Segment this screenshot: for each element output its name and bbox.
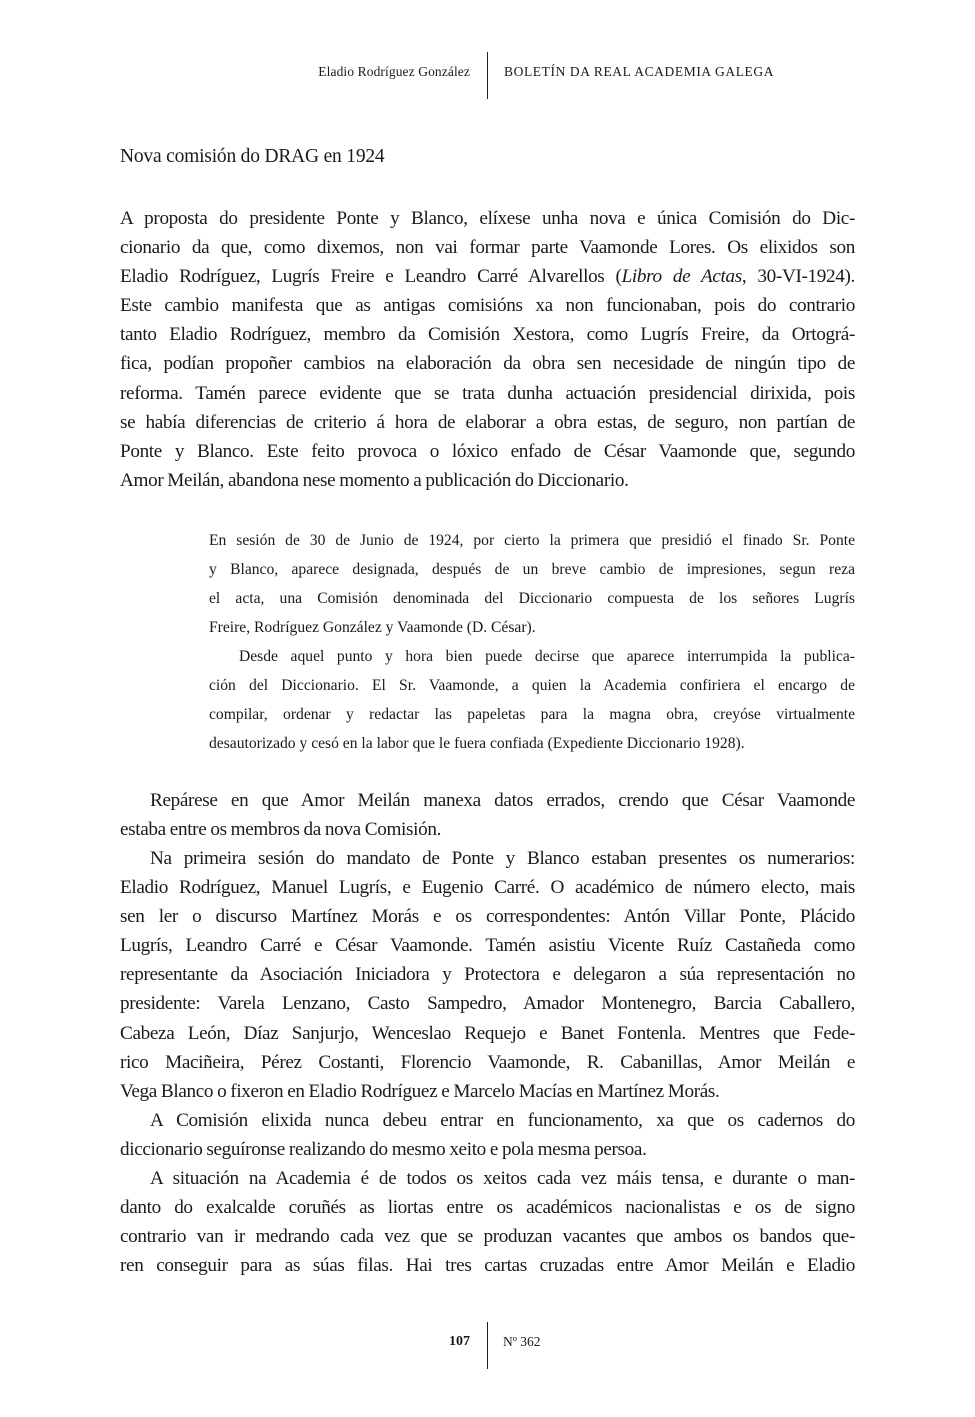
paragraph-2	[120, 786, 855, 844]
paragraph-line-citation	[120, 262, 855, 291]
paragraph-line: Eladio Rodríguez, Manuel Lugrís, e Eugenio Carré. O académico de número electo, mais	[120, 877, 855, 899]
footer-divider	[487, 1322, 488, 1369]
paragraph-4	[120, 1106, 855, 1164]
quote-line: desautorizado y cesó en la labor que le fuera confiada (Expediente Diccionario 1928).	[209, 735, 745, 752]
paragraph-line: Repárese en que Amor Meilán manexa datos errados, crendo que César Vaamonde	[150, 790, 855, 811]
paragraph-1	[120, 204, 855, 495]
paragraph-5	[120, 1164, 855, 1280]
paragraph-line: contrario van ir medrando cada vez que se produzan vacantes que ambos os bandos que-	[120, 1226, 855, 1248]
paragraph-line: fica, podían propoñer cambios na elaboración da obra sen necesidade de ningún tipo de	[120, 353, 855, 375]
running-head	[0, 52, 975, 100]
paragraph-line: se había diferencias de criterio á hora de elaborar a obra estas, de seguro, non partían de	[120, 411, 855, 433]
paragraph-line: Na primeira sesión do mandato de Ponte y Blanco estaban presentes os numerarios:	[150, 848, 855, 869]
citation-prefix: Eladio Rodríguez, Lugrís Freire e Leandro Carré Alvarellos (	[120, 266, 622, 288]
paragraph-line: rico Maciñeira, Pérez Costanti, Florencio Vaamonde, R. Cabanillas, Amor Meilán e	[120, 1051, 855, 1073]
quote-line: Freire, Rodríguez González y Vaamonde (D. César).	[209, 619, 536, 636]
quote-line: En sesión de 30 de Junio de 1924, por cierto la primera que presidió el finado Sr. Ponte	[209, 532, 855, 549]
paragraph-line: cionario da que, como dixemos, non vai formar parte Vaamonde Lores. Os elixidos son	[120, 237, 855, 259]
paragraph-line: Ponte y Blanco. Este feito provoca o lóxico enfado de César Vaamonde que, segundo	[120, 440, 855, 462]
section-title: Nova comisión do DRAG en 1924	[120, 146, 385, 167]
running-head-divider	[487, 52, 488, 99]
paragraph-line: A Comisión elixida nunca debeu entrar en funcionamento, xa que os cadernos do	[150, 1110, 855, 1131]
paragraph-line: Cabeza León, Díaz Sanjurjo, Wenceslao Requejo e Banet Fontenla. Mentres que Fede-	[120, 1022, 855, 1044]
running-head-author: Eladio Rodríguez González	[318, 64, 470, 79]
paragraph-line: reforma. Tamén parece evidente que se trata dunha actuación presidencial dirixida, pois	[120, 382, 855, 404]
paragraph-line: ren conseguir para as súas filas. Hai tres cartas cruzadas entre Amor Meilán e Eladio	[120, 1255, 855, 1277]
paragraph-line: sen ler o discurso Martínez Morás e os correspondentes: Antón Villar Ponte, Plácido	[120, 906, 855, 928]
citation-date: , 30-VI-1924).	[741, 266, 856, 288]
running-head-journal: BOLETÍN DA REAL ACADEMIA GALEGA	[504, 64, 775, 79]
paragraph-line: tanto Eladio Rodríguez, membro da Comisión Xestora, como Lugrís Freire, da Ortográ-	[120, 324, 855, 346]
issue-number: Nº 362	[503, 1334, 541, 1349]
quote-line: el acta, una Comisión denominada del Diccionario compuesta de los señores Lugrís	[209, 590, 855, 607]
paragraph-line: Vega Blanco o fixeron en Eladio Rodríguez e Marcelo Macías en Martínez Morás.	[120, 1080, 720, 1102]
paragraph-line: Lugrís, Leandro Carré e César Vaamonde. Tamén asistiu Vicente Ruíz Castañeda como	[120, 935, 855, 957]
paragraph-line: presidente: Varela Lenzano, Casto Sampedro, Amador Montenegro, Barcia Caballero,	[120, 993, 855, 1015]
quote-line: compilar, ordenar y redactar las papeletas para la magna obra, creyóse virtualmente	[209, 706, 855, 723]
page-number: 107	[449, 1334, 470, 1349]
paragraph-line: representante da Asociación Iniciadora y Protectora e delegaron a súa representación no	[120, 964, 855, 986]
quote-line: Desde aquel punto y hora bien puede decirse que aparece interrumpida la publica-	[239, 648, 855, 665]
paragraph-line: A proposta do presidente Ponte y Blanco, elíxese unha nova e única Comisión do Dic-	[120, 208, 855, 229]
paragraph-line: danto do exalcalde coruñés as liortas entre os académicos nacionalistas e os de signo	[120, 1197, 855, 1219]
paragraph-line: Amor Meilán, abandona nese momento a publicación do Diccionario.	[120, 469, 629, 491]
paragraph-3	[120, 844, 855, 1106]
block-quote	[209, 526, 855, 758]
quote-line: ción del Diccionario. El Sr. Vaamonde, a quien la Academia confiriera el encargo de	[209, 677, 855, 694]
paragraph-line: estaba entre os membros da nova Comisión.	[120, 819, 442, 841]
citation-source: Libro de Actas	[621, 266, 742, 288]
paragraph-line: Este cambio manifesta que as antigas comisións xa non funcionaban, pois do contrario	[120, 295, 855, 317]
paragraph-line: diccionario seguíronse realizando do mesmo xeito e pola mesma persoa.	[120, 1139, 647, 1161]
paragraph-line: A situación na Academia é de todos os xeitos cada vez máis tensa, e durante o man-	[150, 1168, 855, 1189]
page-footer	[0, 1322, 975, 1370]
quote-line: y Blanco, aparece designada, después de un breve cambio de impresiones, segun reza	[209, 561, 855, 578]
